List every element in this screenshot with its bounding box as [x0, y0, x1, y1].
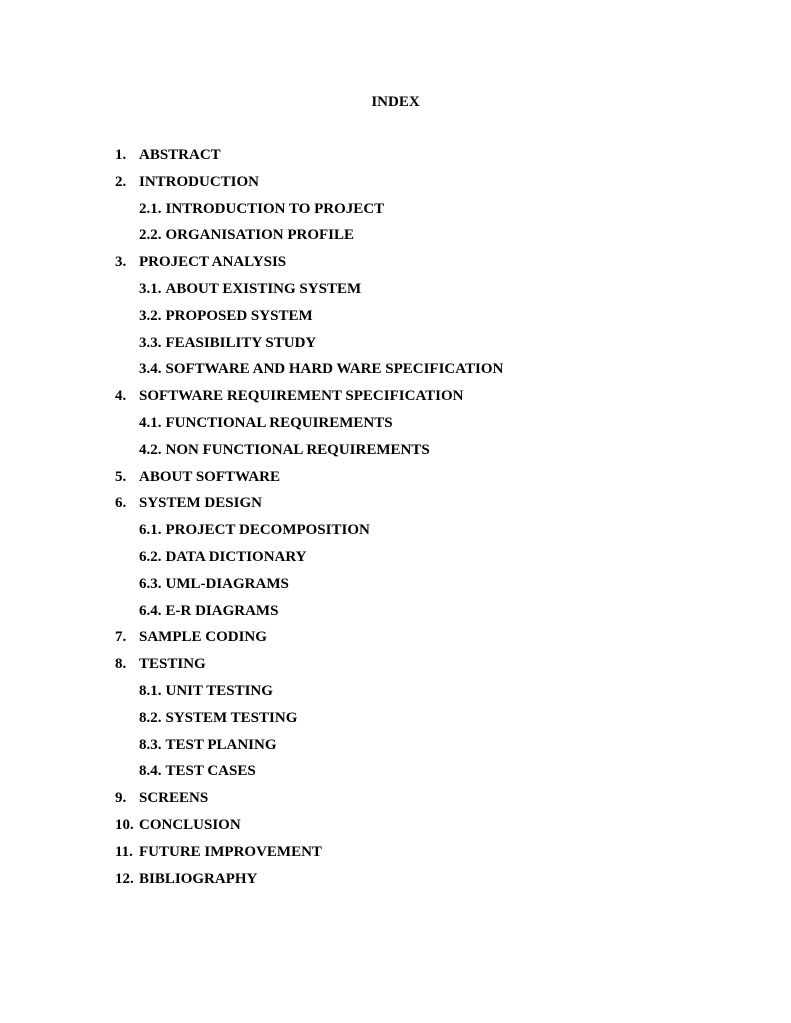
toc-entry-label: UNIT TESTING: [165, 682, 273, 699]
toc-entry-label: ORGANISATION PROFILE: [165, 227, 354, 244]
toc-entry-number: 11.: [115, 843, 133, 860]
toc-subsection: [115, 334, 503, 361]
toc-entry-label: SAMPLE CODING: [139, 629, 267, 646]
toc-subsection: [115, 682, 503, 709]
toc-section: [115, 789, 503, 816]
toc-section: [115, 628, 503, 655]
toc-subsection: [115, 736, 503, 763]
toc-entry-label: FUNCTIONAL REQUIREMENTS: [165, 414, 393, 431]
toc-subsection: [115, 575, 503, 602]
toc-entry-number: 12.: [115, 870, 134, 887]
toc-section: [115, 253, 503, 280]
toc-entry-number: 8.4.: [139, 763, 162, 780]
toc-entry-number: 6.2.: [139, 548, 162, 565]
toc-entry-label: FEASIBILITY STUDY: [165, 334, 317, 351]
toc-entry-label: FUTURE IMPROVEMENT: [139, 843, 322, 860]
toc-entry-label: NON FUNCTIONAL REQUIREMENTS: [165, 441, 430, 458]
toc-section: [115, 494, 503, 521]
toc-entry-label: DATA DICTIONARY: [165, 548, 307, 565]
toc-subsection: [115, 548, 503, 575]
toc-section: [115, 146, 503, 173]
toc-entry-number: 7.: [115, 629, 127, 646]
toc-subsection: [115, 360, 503, 387]
toc-entry-label: ABOUT EXISTING SYSTEM: [165, 280, 362, 297]
toc-entry-number: 3.4.: [139, 361, 162, 378]
toc-entry-number: 6.3.: [139, 575, 162, 592]
toc-entry-number: 10.: [115, 816, 134, 833]
toc-entry-number: 6.: [115, 495, 127, 512]
toc-subsection: [115, 709, 503, 736]
toc-entry-number: 8.2.: [139, 709, 162, 726]
toc-entry-number: 4.1.: [139, 414, 162, 431]
toc-entry-number: 6.4.: [139, 602, 162, 619]
toc-entry-number: 8.1.: [139, 682, 162, 699]
toc-entry-label: SYSTEM DESIGN: [139, 495, 262, 512]
toc-entry-number: 8.: [115, 656, 127, 673]
toc-entry-label: UML-DIAGRAMS: [165, 575, 289, 592]
toc-entry-label: TESTING: [139, 656, 206, 673]
toc-subsection: [115, 226, 503, 253]
toc-entry-label: SOFTWARE REQUIREMENT SPECIFICATION: [139, 388, 464, 405]
toc-entry-label: SOFTWARE AND HARD WARE SPECIFICATION: [165, 361, 504, 378]
toc-entry-number: 9.: [115, 790, 127, 807]
toc-entry-label: TEST PLANING: [165, 736, 277, 753]
toc-entry-label: ABSTRACT: [139, 147, 221, 163]
toc-section: [115, 843, 503, 870]
page-title: INDEX: [371, 94, 420, 110]
toc-entry-number: 4.2.: [139, 441, 162, 458]
toc-entry-label: SYSTEM TESTING: [165, 709, 298, 726]
table-of-contents: [115, 146, 503, 896]
toc-subsection: [115, 414, 503, 441]
toc-entry-number: 2.: [115, 173, 127, 190]
toc-section: [115, 816, 503, 843]
toc-entry-number: 2.1.: [139, 200, 162, 217]
toc-entry-number: 6.1.: [139, 522, 162, 539]
toc-entry-label: E-R DIAGRAMS: [165, 602, 279, 619]
toc-entry-number: 8.3.: [139, 736, 162, 753]
toc-subsection: [115, 441, 503, 468]
toc-entry-number: 1.: [115, 147, 127, 163]
toc-entry-label: PROJECT ANALYSIS: [139, 254, 287, 271]
toc-subsection: [115, 762, 503, 789]
toc-subsection: [115, 200, 503, 227]
toc-entry-number: 3.: [115, 254, 127, 271]
toc-entry-label: PROJECT DECOMPOSITION: [165, 522, 370, 539]
toc-entry-label: PROPOSED SYSTEM: [165, 307, 313, 324]
toc-section: [115, 655, 503, 682]
toc-entry-number: 3.3.: [139, 334, 162, 351]
toc-subsection: [115, 280, 503, 307]
toc-section: [115, 387, 503, 414]
toc-entry-label: INTRODUCTION TO PROJECT: [165, 200, 385, 217]
toc-entry-label: BIBLIOGRAPHY: [139, 870, 258, 887]
toc-entry-number: 3.1.: [139, 280, 162, 297]
toc-subsection: [115, 602, 503, 629]
toc-subsection: [115, 521, 503, 548]
toc-entry-label: SCREENS: [139, 790, 209, 807]
toc-subsection: [115, 307, 503, 334]
toc-entry-label: CONCLUSION: [139, 816, 241, 833]
toc-entry-number: 2.2.: [139, 227, 162, 244]
toc-entry-label: INTRODUCTION: [139, 173, 260, 190]
toc-entry-number: 3.2.: [139, 307, 162, 324]
toc-entry-number: 5.: [115, 468, 127, 485]
toc-entry-label: ABOUT SOFTWARE: [139, 468, 281, 485]
toc-entry-number: 4.: [115, 388, 127, 405]
toc-entry-label: TEST CASES: [165, 763, 256, 780]
toc-section: [115, 173, 503, 200]
toc-section: [115, 468, 503, 495]
toc-section: [115, 870, 503, 897]
